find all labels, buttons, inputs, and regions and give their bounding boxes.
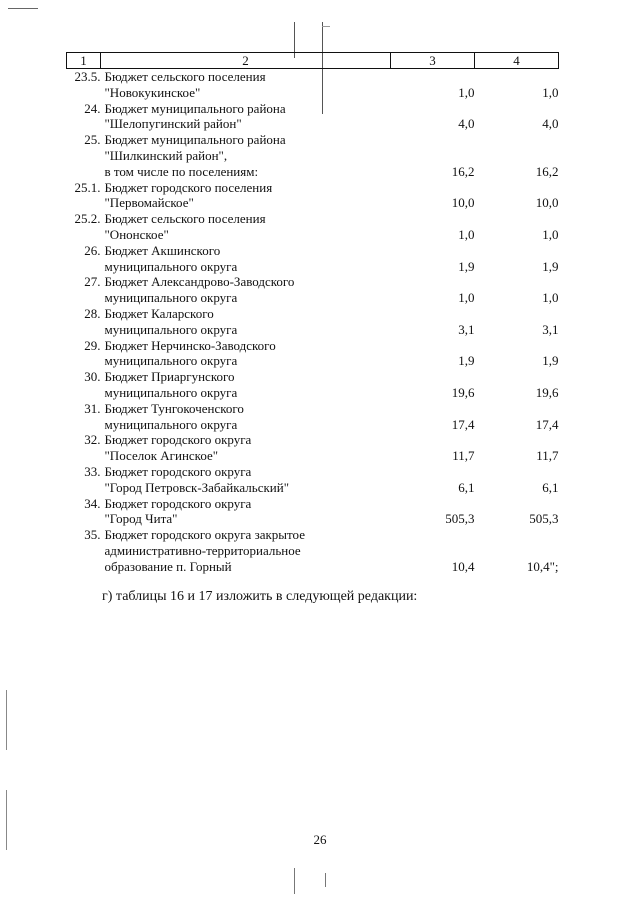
row-number: 30. [84,369,101,385]
row-number: 29. [84,337,101,353]
budget-name-line: муниципального округа [104,258,238,274]
budget-name-line: Бюджет сельского поселения [104,211,266,227]
scan-artifact-line [325,873,326,887]
scan-artifact-line [294,868,295,894]
budget-name-line: муниципального округа [104,321,238,337]
budget-name-line: "Город Чита" [104,511,178,527]
budget-name-line: "Новокукинское" [104,84,201,100]
row-number: 35. [84,527,101,543]
table-row [67,401,559,433]
value-column-4: 17,4 [535,416,559,432]
budget-name-line: "Ононское" [104,226,169,242]
budget-name [101,306,391,338]
scan-artifact-mark [322,26,330,27]
value-column-4: 10,4"; [526,558,559,574]
column-header-2: 2 [101,53,391,69]
table-row [67,369,559,401]
budget-name [101,527,391,574]
value-column-4: 1,9 [542,353,559,369]
budget-name [101,369,391,401]
table-row [67,180,559,212]
budget-name-line: муниципального округа [104,353,238,369]
value-column-3: 6,1 [458,479,475,495]
amendment-text: г) таблицы 16 и 17 изложить в следующей редакции: [102,589,418,604]
value-column-3: 10,0 [451,195,475,211]
budget-name-line: "Город Петровск-Забайкальский" [104,479,289,495]
value-column-4: 1,9 [542,258,559,274]
row-number: 31. [84,400,101,416]
budget-name-line: Бюджет Каларского [104,305,214,321]
budget-name-line: Бюджет Александрово-Заводского [104,274,295,290]
row-number: 23.5. [74,69,101,84]
table-row [67,432,559,464]
table-row [67,464,559,496]
budget-name-line: административно-территориальное [104,542,301,558]
scan-artifact-line [6,690,7,750]
value-column-3: 17,4 [451,416,475,432]
budget-name [101,432,391,464]
table-header [67,53,559,69]
table-row [67,132,559,179]
table-row [67,306,559,338]
budget-name-line: Бюджет Акшинского [104,242,221,258]
value-column-3: 3,1 [458,321,475,337]
row-number: 24. [84,100,101,116]
budget-name [101,464,391,496]
budget-name-line: "Шилкинский район", [104,147,228,163]
table-body [67,69,559,575]
budget-name-line: "Первомайское" [104,195,194,211]
row-number: 26. [84,242,101,258]
value-column-3: 10,4 [451,558,475,574]
value-column-4: 1,0 [542,84,559,100]
table-row [67,496,559,528]
value-column-4: 10,0 [535,195,559,211]
budget-name-line: муниципального округа [104,290,238,306]
value-column-3: 1,9 [458,353,475,369]
value-column-3: 1,9 [458,258,475,274]
value-column-3: 505,3 [445,511,475,527]
budget-name [101,338,391,370]
row-number: 25.2. [74,211,101,227]
row-number: 34. [84,495,101,511]
budget-table [66,52,559,575]
value-column-4: 4,0 [542,116,559,132]
budget-name [101,243,391,275]
value-column-4: 1,0 [542,226,559,242]
value-column-3: 1,0 [458,226,475,242]
column-header-1: 1 [67,53,101,69]
table-row [67,243,559,275]
value-column-3: 1,0 [458,84,475,100]
budget-name-line: Бюджет Приаргунского [104,369,235,385]
budget-name-line: Бюджет Тунгокоченского [104,400,244,416]
row-number: 25.1. [74,179,101,195]
row-number: 32. [84,432,101,448]
budget-name-line: Бюджет муниципального района [104,132,286,148]
value-column-4: 11,7 [536,448,559,464]
table-row [67,274,559,306]
budget-name [101,496,391,528]
value-column-3: 11,7 [452,448,475,464]
column-header-3: 3 [391,53,475,69]
budget-name-line: муниципального округа [104,384,238,400]
budget-name-line: "Поселок Агинское" [104,448,219,464]
budget-name-line: Бюджет муниципального района [104,100,286,116]
value-column-4: 3,1 [542,321,559,337]
table-row [67,101,559,133]
column-header-4: 4 [475,53,559,69]
value-column-3: 19,6 [451,384,475,400]
value-column-4: 16,2 [535,163,559,179]
value-column-3: 16,2 [451,163,475,179]
budget-name [101,211,391,243]
budget-name [101,274,391,306]
budget-name-line: Бюджет городского округа закрытое [104,527,305,543]
table-row [67,69,559,101]
budget-name-line: образование п. Горный [104,558,232,574]
budget-name-line: Бюджет Нерчинско-Заводского [104,337,276,353]
budget-name [101,132,391,179]
value-column-4: 505,3 [529,511,559,527]
value-column-4: 19,6 [535,384,559,400]
table-row [67,338,559,370]
budget-name-line: муниципального округа [104,416,238,432]
value-column-4: 6,1 [542,479,559,495]
value-column-3: 4,0 [458,116,475,132]
row-number: 27. [84,274,101,290]
budget-name-line: Бюджет городского округа [104,432,252,448]
row-number: 28. [84,305,101,321]
budget-name-line: в том числе по поселениям: [104,163,259,179]
value-column-3: 1,0 [458,290,475,306]
budget-name [101,401,391,433]
scan-artifact-mark [8,8,38,9]
budget-name [101,101,391,133]
budget-name-line: "Шелопугинский район" [104,116,242,132]
row-number: 25. [84,132,101,148]
row-number: 33. [84,463,101,479]
value-column-4: 1,0 [542,290,559,306]
budget-name-line: Бюджет городского округа [104,463,252,479]
budget-name [101,69,391,101]
budget-name-line: Бюджет сельского поселения [104,69,266,84]
budget-name-line: Бюджет городского округа [104,495,252,511]
table-row [67,211,559,243]
budget-name [101,180,391,212]
budget-name-line: Бюджет городского поселения [104,179,273,195]
page-number: 26 [313,832,327,847]
table-row [67,527,559,574]
